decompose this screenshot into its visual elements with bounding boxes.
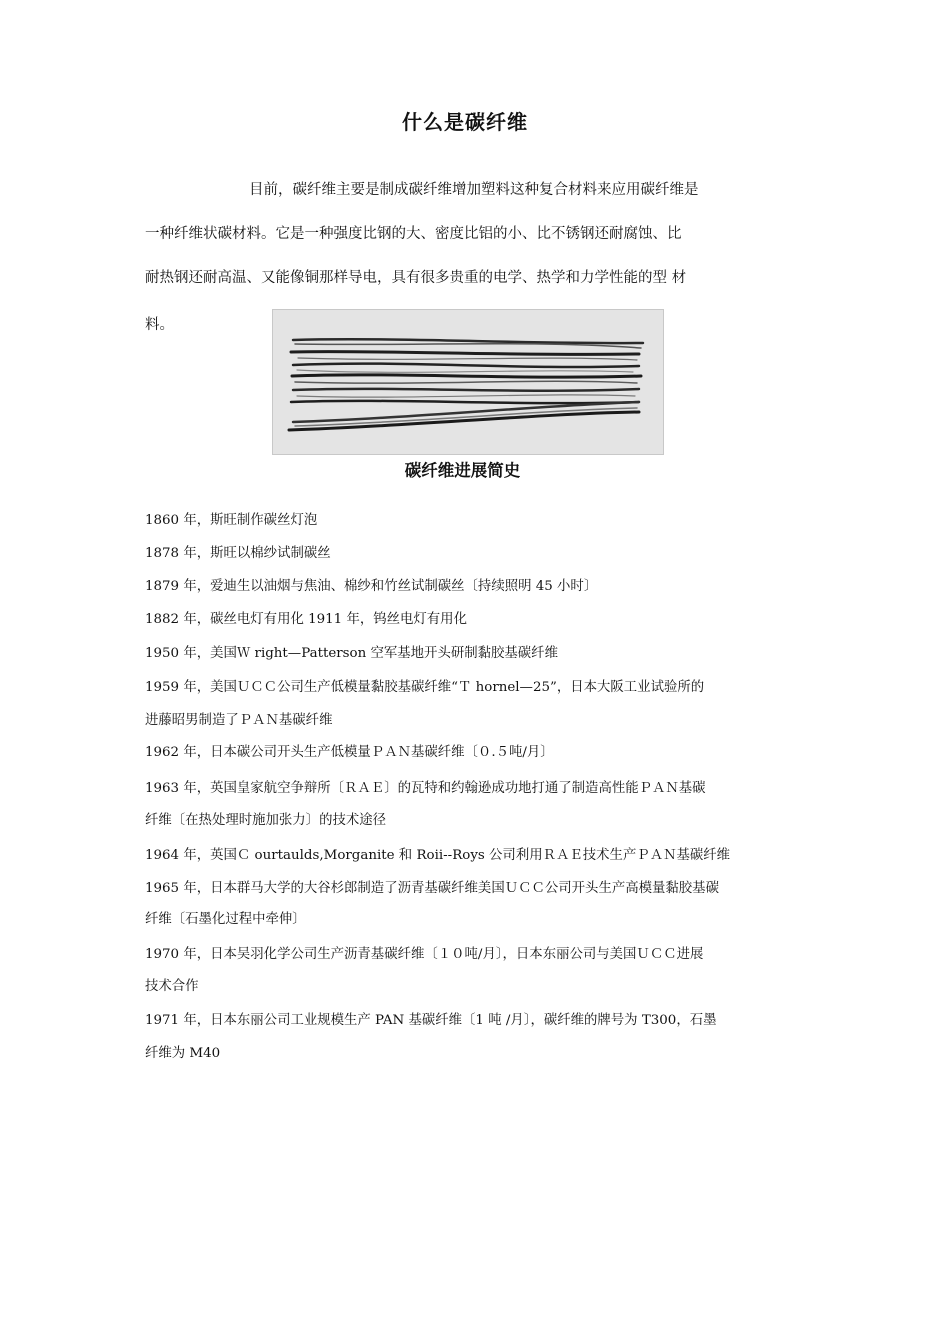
history-line: 1971 年，日本东丽公司工业规模生产 PAN 基碳纤维〔1 吨 /月〕，碳纤维的牌号为 T300，石墨: [145, 1013, 717, 1028]
carbon-fiber-bundle-icon: [273, 310, 663, 454]
history-line: 1878 年，斯旺以棉纱试制碳丝: [145, 546, 331, 561]
history-line: 进藤昭男制造了ＰＡＮ基碳纤维: [145, 713, 333, 728]
history-line: 1950 年，美国Ｗ right—Patterson 空军基地开头研制黏胶基碳纤维: [145, 646, 558, 661]
history-line: 1959 年，美国ＵＣＣ公司生产低模量黏胶基碳纤维“Ｔ hornel—25”，日本大阪工业试验所的: [145, 680, 705, 695]
section-subtitle: 碳纤维进展简史: [404, 461, 521, 480]
history-line: 1963 年，英国皇家航空争辩所〔ＲＡＥ〕的瓦特和约翰逊成功地打通了制造高性能ＰＡＮ基碳: [145, 781, 706, 796]
history-line: 1964 年，英国Ｃ ourtaulds,Morganite 和 Roii--Roys 公司利用ＲＡＥ技术生产ＰＡＮ基碳纤维: [145, 848, 731, 863]
history-line: 1882 年，碳丝电灯有用化 1911 年，钨丝电灯有用化: [145, 612, 467, 627]
intro-line: 一种纤维状碳材料。它是一种强度比钢的大、密度比铝的小、比不锈钢还耐腐蚀、比: [145, 226, 682, 242]
history-line: 1970 年，日本吴羽化学公司生产沥青基碳纤维〔１０吨/月〕，日本东丽公司与美国ＵＣＣ进展: [145, 947, 704, 962]
history-line: 1965 年，日本群马大学的大谷杉郎制造了沥青基碳纤维美国ＵＣＣ公司开头生产高模量黏胶基碳: [145, 881, 719, 896]
history-line: 纤维〔在热处理时施加张力〕的技术途径: [145, 813, 387, 828]
history-line: 技术合作: [145, 979, 199, 994]
intro-line: 目前，碳纤维主要是制成碳纤维增加塑料这种复合材料来应用碳纤维是: [249, 182, 699, 198]
intro-line: 耐热钢还耐高温、又能像铜那样导电，具有很多贵重的电学、热学和力学性能的型 材: [145, 270, 687, 286]
carbon-fiber-photo: [272, 309, 664, 455]
history-line: 1860 年，斯旺制作碳丝灯泡: [145, 513, 318, 528]
history-line: 纤维〔石墨化过程中牵伸〕: [145, 912, 306, 927]
history-line: 1962 年，日本碳公司开头生产低模量ＰＡＮ基碳纤维〔０.５吨/月〕: [145, 745, 554, 760]
page-title: 什么是碳纤维: [402, 110, 528, 134]
history-line: 1879 年，爱迪生以油烟与焦油、棉纱和竹丝试制碳丝〔持续照明 45 小时〕: [145, 579, 598, 594]
history-line: 纤维为 M40: [145, 1046, 221, 1061]
intro-line: 料。: [145, 317, 174, 333]
